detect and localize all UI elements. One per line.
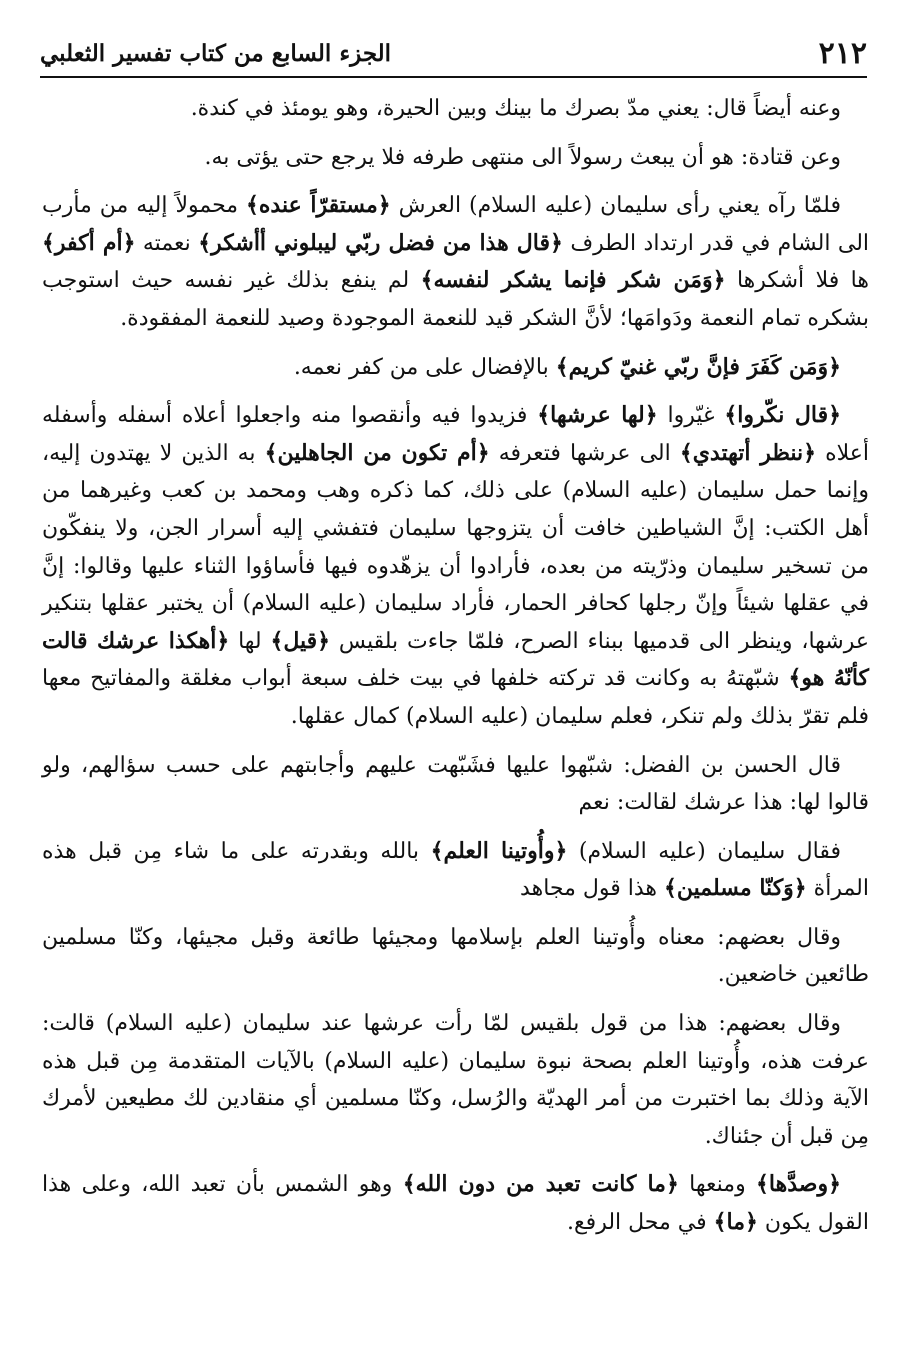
- quran-quote: ﴿ما كانت تعبد من دون الله﴾: [402, 1171, 679, 1198]
- quran-quote: ﴿وصدَّها﴾: [756, 1171, 841, 1198]
- text-run: غيّروا: [657, 403, 725, 429]
- paragraph: [42, 187, 869, 337]
- text-run: محمولاً إليه من مأرب الى الشام في قدر ارتداد الطرف: [42, 193, 870, 256]
- quran-quote: ﴿وَكنّا مسلمين﴾: [664, 875, 807, 902]
- quran-quote: ﴿أهكذا عرشك قالت كأنّهُ هو﴾: [42, 627, 869, 692]
- paragraph: [42, 833, 869, 908]
- paragraph: [42, 747, 869, 822]
- quran-quote: ﴿ننظر أتهتدي﴾: [679, 439, 817, 466]
- paragraph: [42, 139, 869, 177]
- paragraph: [42, 90, 869, 128]
- quran-quote: ﴿قال نكّروا﴾: [724, 402, 842, 429]
- quran-quote: ﴿وَمَن شكر فإنما يشكر لنفسه﴾: [420, 267, 726, 294]
- quran-quote: ﴿وأُوتينا العلم﴾: [430, 837, 568, 864]
- page-number: ٢١٢: [818, 35, 867, 71]
- text-run: وعنه أيضاً قال: يعني مدّ بصرك ما بينك وبين الحيرة، وهو يومئذ في كندة.: [190, 96, 841, 121]
- paragraph: [42, 397, 869, 735]
- paragraph: [42, 1166, 869, 1241]
- text-run: فقال سليمان (عليه السلام): [567, 838, 841, 864]
- text-run: بالله وبقدرته على ما شاء مِن قبل هذه المرأة: [42, 838, 869, 902]
- text-run: فلمّا رآه يعني رأى سليمان (عليه السلام) العرش: [390, 193, 841, 219]
- text-run: شبّهتهُ به وكانت قد تركته خلفها في بيت خلف سبعة أبواب مغلقة والمفاتيح معها فلم تقرّ بذلك ولم تنكر، فعلم سليمان (عليه السلام) كمال عقلها.: [42, 666, 869, 729]
- page-header: [40, 30, 867, 78]
- text-run: وعن قتادة: هو أن يبعث رسولاً الى منتهى طرفه فلا يرجع حتى يؤتى به.: [204, 144, 841, 170]
- quran-quote: ﴿قال هذا من فضل ربّي ليبلوني أأشكر﴾: [198, 229, 563, 256]
- quran-quote: ﴿وَمَن كَفَرَ فإنَّ ربّي غنيّ كريم﴾: [555, 353, 841, 380]
- text-run: الى عرشها فتعرفه: [489, 440, 680, 466]
- text-run: وقال بعضهم: هذا من قول بلقيس لمّا رأت عرشها عند سليمان (عليه السلام) قالت: عرفت هذه، وأُوتينا العلم بصحة نبوة سليمان (عليه السلام) بالآيات المتقدمة مِن قبل هذه الآية وذلك بما اختبرت من أمر الهديّة والرُسل، وكنّا مسلمين أي منقادين لك مطيعين لأمرك مِن قبل أن جئناك.: [42, 1011, 869, 1149]
- text-run: قال الحسن بن الفضل: شبّهوا عليها فشَبّهت عليهم وأجابتهم على حسب سؤالهم، ولو قالوا لها: هذا عرشك لقالت: نعم: [42, 752, 869, 816]
- text-run: ومنعها: [678, 1172, 757, 1198]
- quran-quote: ﴿أم أكفر﴾: [42, 229, 136, 256]
- quran-quote: ﴿قيل﴾: [270, 627, 331, 654]
- running-title: الجزء السابع من كتاب تفسير الثعلبي: [40, 39, 392, 67]
- paragraph: [42, 349, 869, 387]
- text-run: فزيدوا فيه وأنقصوا منه واجعلوا أعلاه أسفله وأسفله أعلاه: [42, 403, 870, 466]
- quran-quote: ﴿أم تكون من الجاهلين﴾: [264, 439, 490, 466]
- text-run: في محل الرفع.: [566, 1210, 714, 1236]
- text-run: وقال بعضهم: معناه وأُوتينا العلم بإسلامها ومجيئها طائعة وقبل مجيئها، وكنّا مسلمين طائعين خاضعين.: [42, 924, 869, 988]
- text-run: لها: [229, 628, 271, 654]
- text-run: هذا قول مجاهد: [520, 876, 664, 902]
- quran-quote: ﴿لها عرشها﴾: [537, 402, 658, 429]
- paragraph: [42, 1005, 869, 1155]
- text-run: وهو الشمس بأن تعبد الله، وعلى هذا القول يكون: [42, 1172, 869, 1236]
- text-run: ها فلا أشكرها: [725, 268, 869, 294]
- page-body: [42, 90, 869, 1253]
- quran-quote: ﴿مستقرّاً عنده﴾: [246, 192, 391, 219]
- text-run: لم ينفع بذلك غير نفسه حيث استوجب بشكره تمام النعمة ودَوامَها؛ لأنَّ الشكر قيد للنعمة الموجودة وصيد للنعمة المفقودة.: [42, 268, 869, 331]
- paragraph: [42, 919, 869, 994]
- text-run: نعمته: [135, 230, 199, 256]
- text-run: به الذين لا يهتدون إليه، وإنما حمل سليمان (عليه السلام) على ذلك، كما ذكره وهب ومحمد بن كعب وغيرهما من أهل الكتب: إنَّ الشياطين خافت أن يتزوجها سليمان فتفشي إليه أسرار الجن، ولا ينفكّون من تسخير سليمان وذرّيته من بعده، فأرادوا أن يزهّدوه فيها فأساؤوا الثناء عليها وقالوا: إنَّ في عقلها شيئاً وإنّ رجلها كحافر الحمار، فأراد سليمان (عليه السلام) أن يختبر عقلها بتنكير عرشها، وينظر الى قدميها ببناء الصرح، فلمّا جاءت بلقيس: [42, 440, 869, 654]
- quran-quote: ﴿ما﴾: [713, 1209, 758, 1236]
- text-run: بالإفضال على من كفر نعمه.: [293, 354, 556, 380]
